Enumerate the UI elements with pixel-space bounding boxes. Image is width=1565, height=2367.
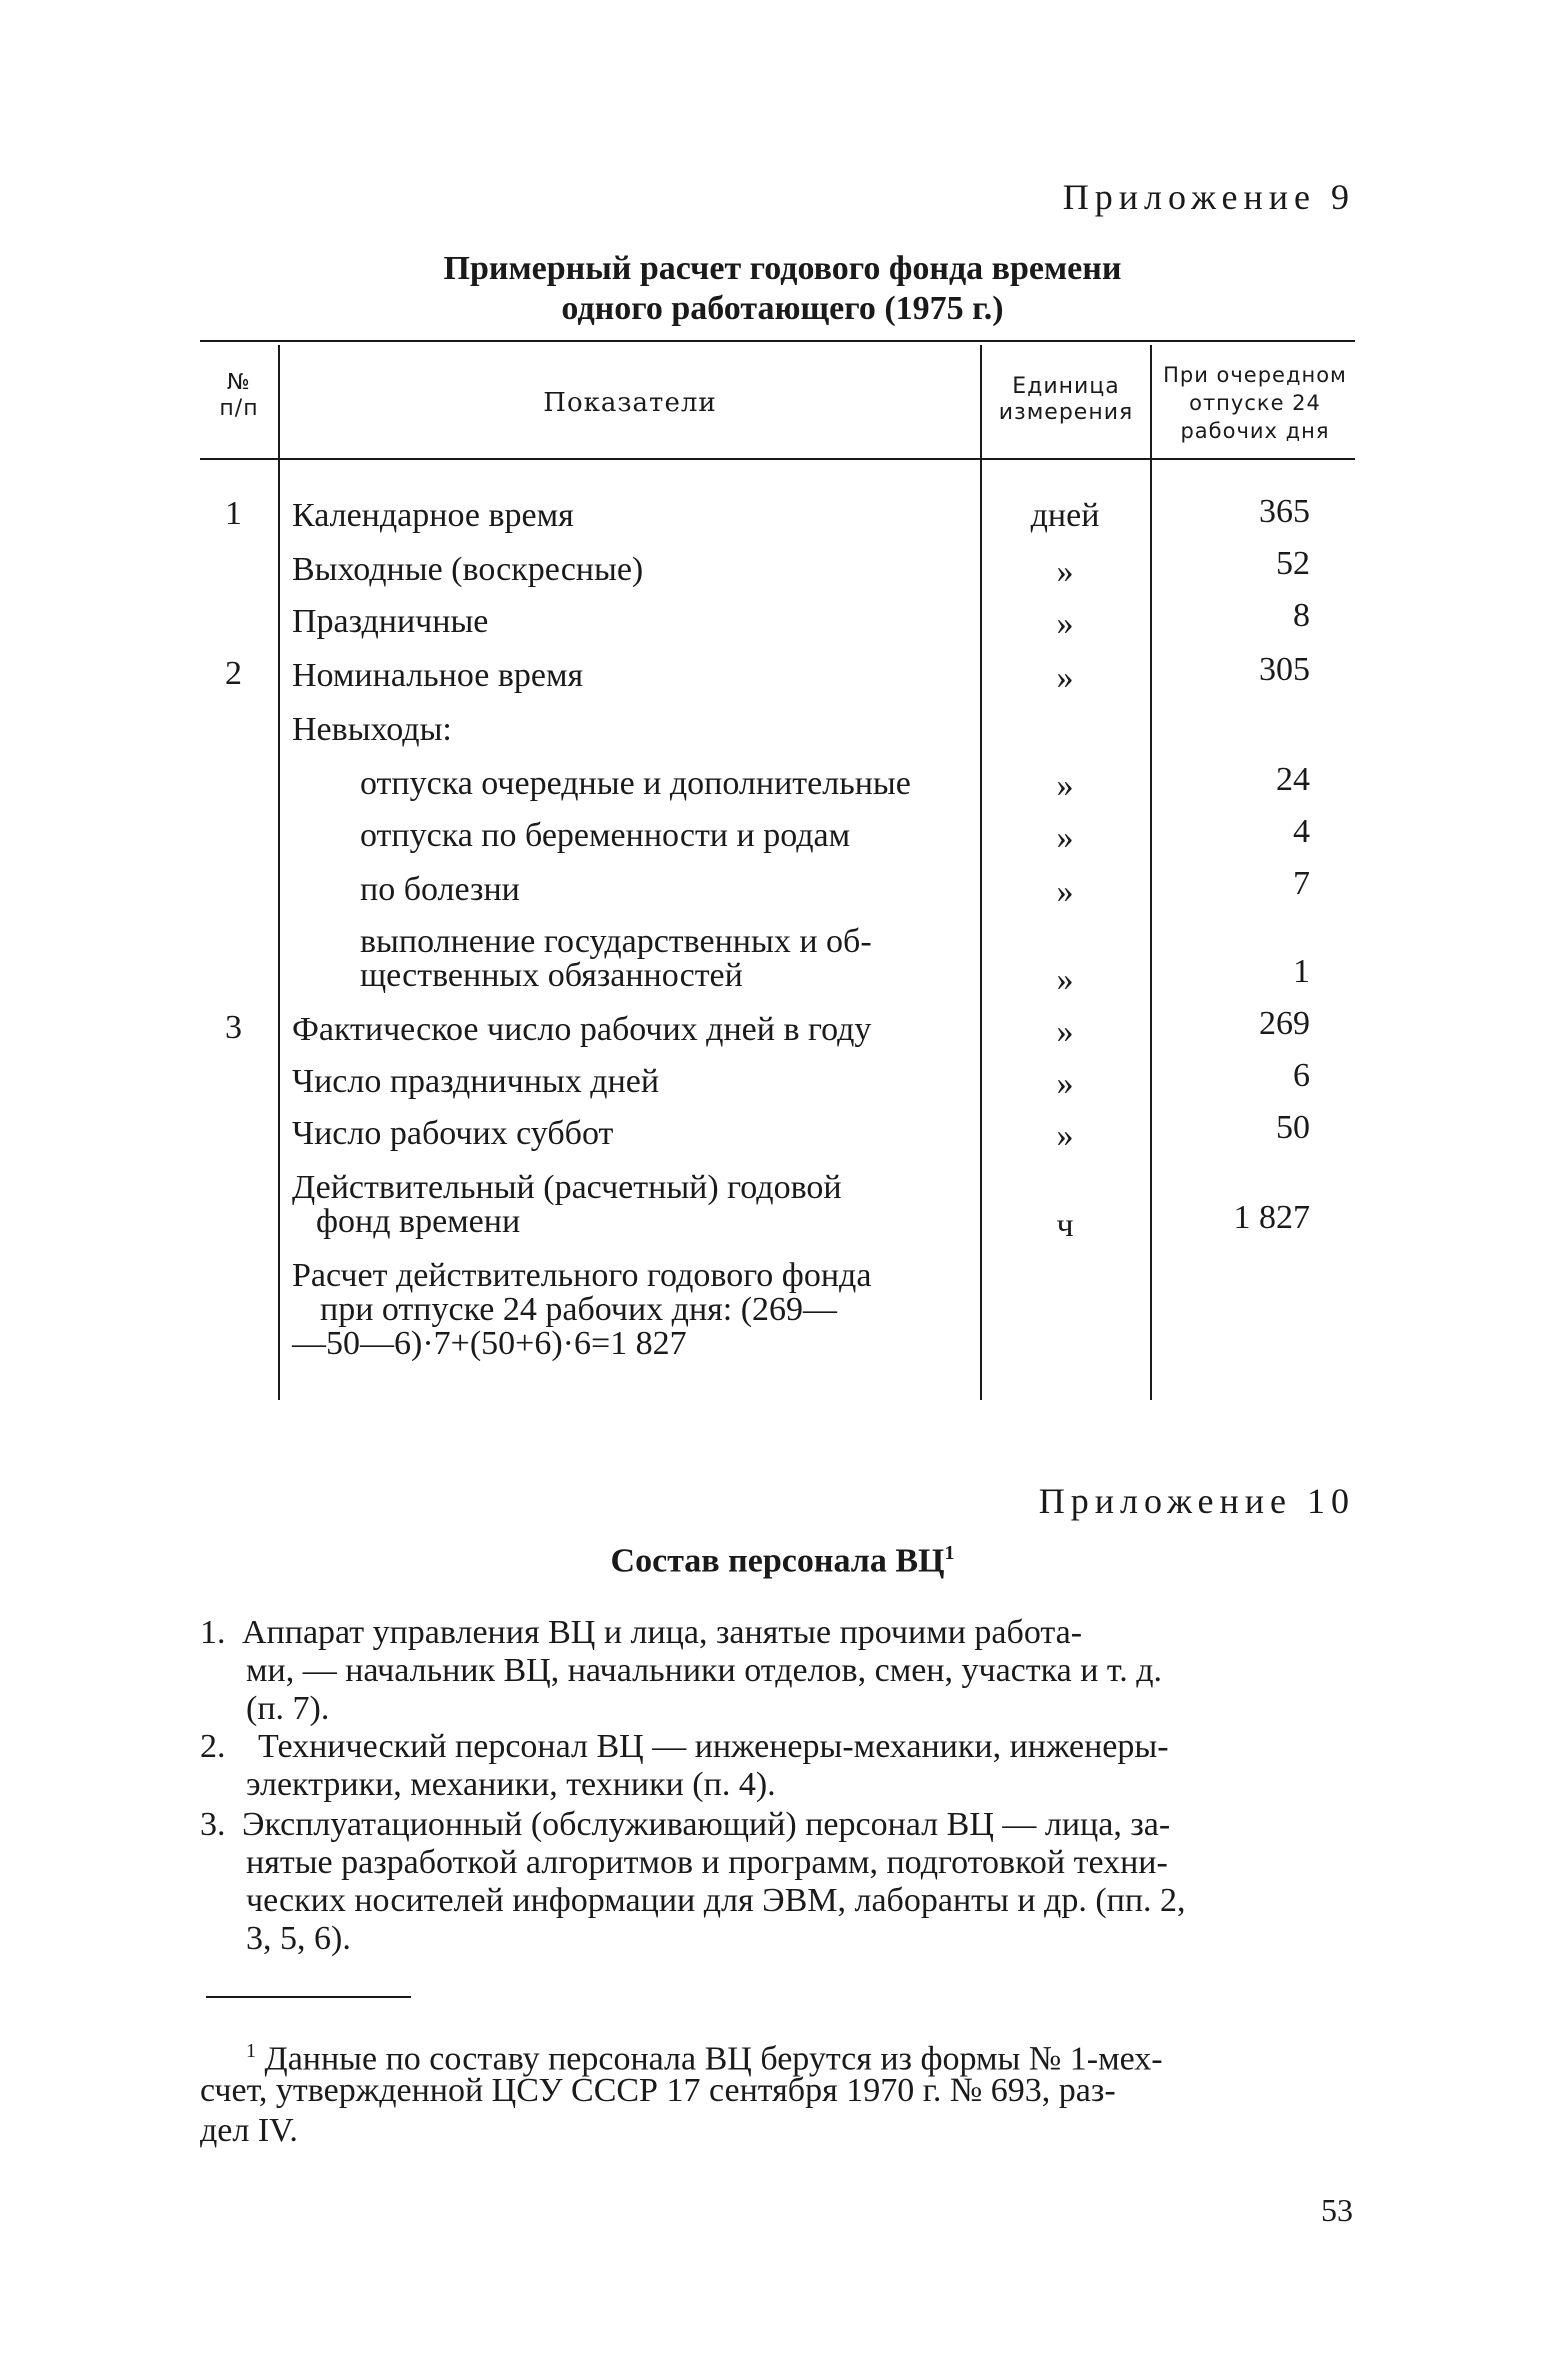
list-item-line: (п. 7). [246, 1690, 330, 1727]
row-label: Праздничные [292, 603, 489, 640]
row-value: 50 [1276, 1109, 1310, 1146]
row-label: Число праздничных дней [292, 1063, 660, 1100]
row-unit: » [1056, 873, 1074, 910]
row-value: 4 [1293, 813, 1310, 850]
row-label: отпуска по беременности и родам [360, 817, 851, 854]
row-unit: дней [1030, 497, 1100, 534]
appendix-9-label: Приложение 9 [1062, 177, 1355, 217]
row-num: 2 [225, 655, 242, 692]
row-unit: » [1056, 1013, 1074, 1050]
appendix-10-title-text: Состав персонала ВЦ [610, 1542, 945, 1580]
row-label: Фактическое число рабочих дней в году [292, 1011, 872, 1048]
appendix-10-label: Приложение 10 [1038, 1481, 1355, 1521]
row-label: Выходные (воскресные) [292, 551, 644, 588]
list-item-line: ческих носителей информации для ЭВМ, лаборанты и др. (пп. 2, [246, 1882, 1186, 1919]
row-unit: » [1056, 961, 1074, 998]
list-item-number: 3. [200, 1806, 226, 1843]
row-value: 8 [1293, 597, 1310, 634]
row-unit: ч [1056, 1207, 1074, 1244]
row-value: 7 [1293, 865, 1310, 902]
row-unit: » [1056, 553, 1074, 590]
row-unit: » [1056, 767, 1074, 804]
table-top-rule [200, 340, 1355, 342]
list-item-line: Эксплуатационный (обслуживающий) персонал ВЦ — лица, за- [242, 1806, 1171, 1843]
list-item-line: электрики, механики, техники (п. 4). [246, 1766, 776, 1803]
list-item-line: 3, 5, 6). [246, 1920, 351, 1957]
table-header-rule [200, 458, 1355, 460]
footnote-line: дел IV. [200, 2112, 298, 2149]
row-num: 3 [225, 1009, 242, 1046]
list-item-line: ми, — начальник ВЦ, начальники отделов, смен, участка и т. д. [246, 1652, 1163, 1689]
header-value-l1: При очередном [1163, 363, 1347, 387]
header-indicator: Показатели [543, 388, 717, 418]
row-unit: » [1056, 659, 1074, 696]
list-item-number: 2. [200, 1728, 226, 1765]
header-unit-l1: Единица [1012, 374, 1120, 399]
row-label: Расчет действительного годового фонда [292, 1257, 872, 1294]
row-label: выполнение государственных и об- [360, 923, 872, 960]
footnote-ref: 1 [944, 1542, 955, 1564]
row-value: 1 [1293, 953, 1310, 990]
appendix-9-title-line1: Примерный расчет годового фонда времени [443, 250, 1122, 287]
row-value: 24 [1276, 761, 1310, 798]
page-number: 53 [1321, 2192, 1353, 2228]
list-item-line: Аппарат управления ВЦ и лица, занятые прочими работа- [242, 1614, 1083, 1651]
row-label-cont: щественных обязанностей [360, 957, 743, 994]
row-value: 6 [1293, 1057, 1310, 1094]
row-label: Невыходы: [292, 711, 452, 748]
row-num: 1 [225, 495, 242, 532]
row-label: отпуска очередные и дополнительные [360, 765, 911, 802]
row-unit: » [1056, 819, 1074, 856]
appendix-10-title [0, 1542, 1565, 1580]
list-item-line: нятые разработкой алгоритмов и программ, подготовкой техни- [246, 1844, 1168, 1881]
row-label: Число рабочих суббот [292, 1115, 614, 1152]
header-num-l2: п/п [219, 396, 259, 421]
row-unit: » [1056, 605, 1074, 642]
footnote-rule [206, 1996, 411, 1998]
header-value-l2: отпуске 24 [1189, 391, 1321, 415]
appendix-9-title-line2: одного работающего (1975 г.) [561, 290, 1004, 327]
footnote-text: Данные по составу персонала ВЦ берутся из формы № 1-мех- [264, 2040, 1163, 2078]
row-label: Действительный (расчетный) годовой [292, 1169, 842, 1206]
header-value-l3: рабочих дня [1180, 419, 1330, 443]
row-value: 269 [1259, 1005, 1310, 1042]
row-label-cont: —50—6)·7+(50+6)·6=1 827 [292, 1325, 687, 1362]
list-item-number: 1. [200, 1614, 226, 1651]
list-item-line: Технический персонал ВЦ — инженеры-механики, инженеры- [258, 1728, 1169, 1765]
row-label-cont: фонд времени [316, 1203, 521, 1240]
row-label-cont: при отпуске 24 рабочих дня: (269— [320, 1291, 838, 1328]
row-value: 52 [1276, 545, 1310, 582]
row-value: 305 [1259, 651, 1310, 688]
footnote-line: счет, утвержденной ЦСУ СССР 17 сентября 1970 г. № 693, раз- [200, 2072, 1116, 2109]
table-col-divider-1 [278, 345, 280, 1400]
row-label: Номинальное время [292, 657, 584, 694]
row-unit: » [1056, 1065, 1074, 1102]
row-value: 1 827 [1233, 1199, 1310, 1236]
row-label: по болезни [360, 871, 520, 908]
header-unit-l2: измерения [998, 400, 1134, 425]
row-value: 365 [1259, 493, 1310, 530]
row-unit: » [1056, 1117, 1074, 1154]
row-label: Календарное время [292, 497, 574, 534]
footnote-mark: 1 [246, 2040, 256, 2062]
header-num-l1: № [227, 370, 251, 395]
